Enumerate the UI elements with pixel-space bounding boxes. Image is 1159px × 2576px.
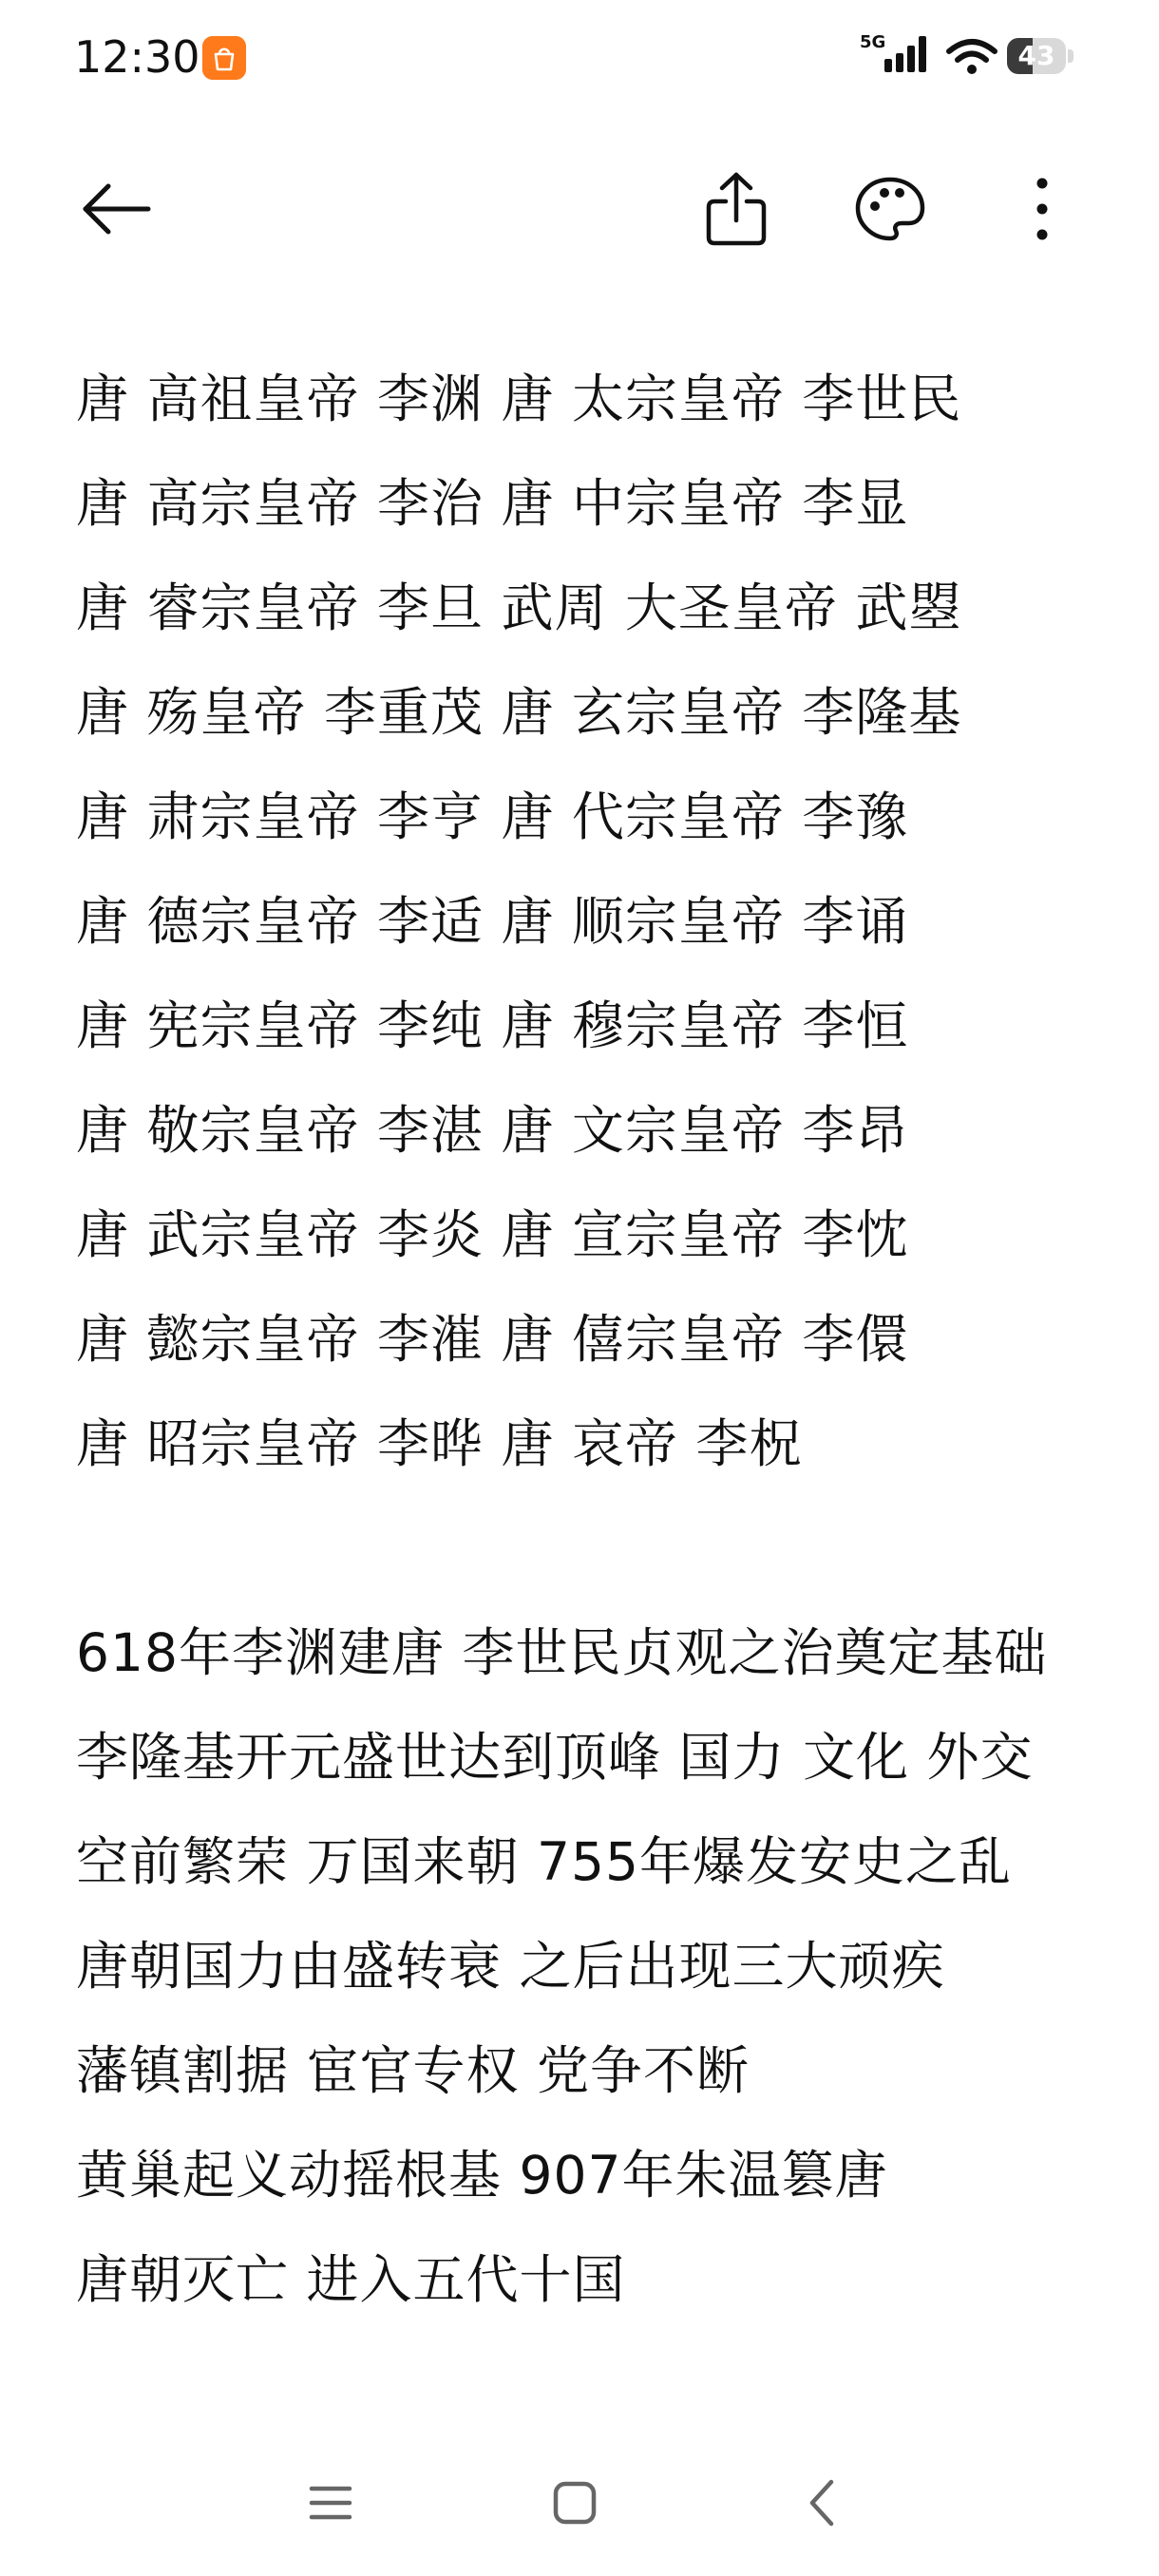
battery-indicator	[1007, 38, 1075, 74]
system-back-button[interactable]	[779, 2460, 864, 2546]
battery-level: 43	[1017, 40, 1055, 71]
history-line: 李隆基开元盛世达到顶峰 国力 文化 外交	[76, 1727, 1034, 1788]
palette-icon	[854, 176, 926, 242]
system-navigation-bar	[0, 2451, 1159, 2555]
status-time: 12:30	[74, 31, 200, 83]
network-type-label: 5G	[860, 32, 886, 52]
recent-apps-button[interactable]	[288, 2460, 373, 2546]
home-square-icon	[552, 2480, 598, 2526]
more-options-button[interactable]	[995, 161, 1090, 256]
history-line: 空前繁荣 万国来朝 755年爆发安史之乱	[76, 1831, 1012, 1892]
history-line: 藩镇割据 宦官专权 党争不断	[76, 2040, 750, 2101]
nav-back-icon	[805, 2478, 839, 2528]
emperor-line: 唐 高祖皇帝 李渊 唐 太宗皇帝 李世民	[76, 369, 962, 429]
emperor-line: 唐 德宗皇帝 李适 唐 顺宗皇帝 李诵	[76, 891, 909, 952]
share-icon	[703, 169, 770, 249]
emperor-line: 唐 殇皇帝 李重茂 唐 玄宗皇帝 李隆基	[76, 682, 962, 743]
emperor-line: 唐 敬宗皇帝 李湛 唐 文宗皇帝 李昂	[76, 1100, 909, 1161]
home-button[interactable]	[532, 2460, 618, 2546]
history-line: 唐朝灭亡 进入五代十国	[76, 2249, 626, 2310]
emperor-line: 唐 昭宗皇帝 李晔 唐 哀帝 李柷	[76, 1413, 803, 1474]
history-line: 黄巢起义动摇根基 907年朱温篡唐	[76, 2145, 888, 2206]
status-bar	[0, 0, 1159, 114]
back-button[interactable]	[68, 161, 163, 256]
emperor-line: 唐 肃宗皇帝 李亨 唐 代宗皇帝 李豫	[76, 786, 909, 847]
emperor-line: 唐 高宗皇帝 李治 唐 中宗皇帝 李显	[76, 473, 909, 534]
note-content[interactable]	[76, 347, 1102, 2332]
paragraph-gap	[76, 1496, 1102, 1601]
more-vertical-icon	[1033, 176, 1052, 242]
share-button[interactable]	[689, 161, 784, 256]
history-line: 唐朝国力由盛转衰 之后出现三大顽疾	[76, 1936, 945, 1997]
emperor-line: 唐 武宗皇帝 李炎 唐 宣宗皇帝 李忱	[76, 1204, 909, 1265]
emperor-line: 唐 懿宗皇帝 李漼 唐 僖宗皇帝 李儇	[76, 1309, 909, 1370]
wifi-icon	[945, 38, 998, 76]
top-toolbar	[0, 152, 1159, 266]
emperor-line: 唐 睿宗皇帝 李旦 武周 大圣皇帝 武曌	[76, 578, 962, 638]
app-notification-icon	[202, 36, 246, 80]
cellular-signal-icon	[860, 30, 938, 76]
menu-icon	[308, 2483, 353, 2523]
theme-button[interactable]	[843, 161, 938, 256]
arrow-left-icon	[78, 180, 154, 237]
history-line: 618年李渊建唐 李世民贞观之治奠定基础	[76, 1622, 1048, 1683]
emperor-line: 唐 宪宗皇帝 李纯 唐 穆宗皇帝 李恒	[76, 995, 909, 1056]
